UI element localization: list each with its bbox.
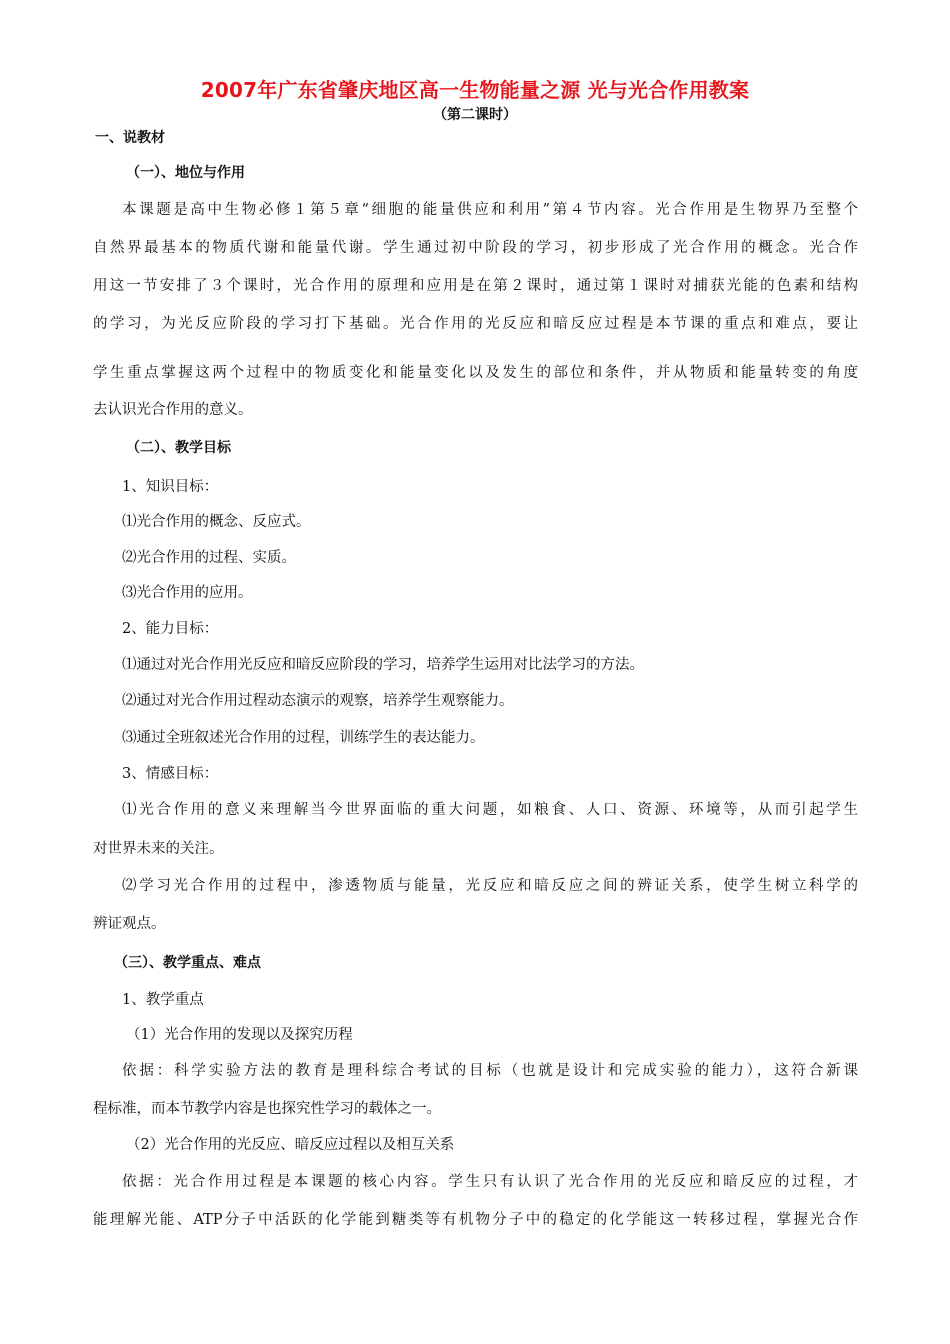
paragraph-line: 学生重点掌握这两个过程中的物质变化和能量变化以及发生的部位和条件，并从物质和能量转变的角度 bbox=[93, 365, 858, 381]
paragraph-line: 辨证观点。 bbox=[93, 916, 166, 932]
paragraph-line: 去认识光合作用的意义。 bbox=[93, 402, 253, 418]
paragraph-line: 程标准，而本节教学内容是也探究性学习的载体之一。 bbox=[93, 1101, 441, 1117]
section-heading: 一、说教材 bbox=[95, 130, 165, 146]
paragraph-line: 能理解光能、ATP分子中活跃的化学能到糖类等有机物分子中的稳定的化学能这一转移过程，掌握光合作 bbox=[93, 1212, 858, 1228]
list-heading: 3、情感目标： bbox=[122, 766, 219, 782]
subsection-heading: （二）、教学目标 bbox=[126, 440, 231, 456]
list-item: ⑴光合作用的概念、反应式。 bbox=[122, 514, 311, 530]
list-item: （1）光合作用的发现以及探究历程 bbox=[126, 1027, 353, 1043]
list-heading: 2、能力目标： bbox=[122, 621, 219, 637]
paragraph-line: 依据：光合作用过程是本课题的核心内容。学生只有认识了光合作用的光反应和暗反应的过程，才 bbox=[122, 1174, 858, 1190]
list-item: ⑵光合作用的过程、实质。 bbox=[122, 550, 296, 566]
paragraph-line: 依据：科学实验方法的教育是理科综合考试的目标（也就是设计和完成实验的能力），这符合新课 bbox=[122, 1063, 858, 1079]
subsection-heading: （一）、地位与作用 bbox=[126, 165, 245, 181]
list-item: ⑴光合作用的意义来理解当今世界面临的重大问题，如粮食、人口、资源、环境等，从而引起学生 bbox=[122, 802, 858, 818]
paragraph-line: 自然界最基本的物质代谢和能量代谢。学生通过初中阶段的学习，初步形成了光合作用的概念。光合作 bbox=[93, 240, 858, 256]
paragraph-line: 用这一节安排了３个课时，光合作用的原理和应用是在第２课时，通过第１课时对捕获光能的色素和结构 bbox=[93, 278, 858, 294]
subsection-heading: （三）、教学重点、难点 bbox=[114, 955, 261, 971]
list-item: （2）光合作用的光反应、暗反应过程以及相互关系 bbox=[126, 1137, 455, 1153]
document-title: 2007年广东省肇庆地区高一生物能量之源 光与光合作用教案 bbox=[200, 78, 750, 102]
list-item: ⑶通过全班叙述光合作用的过程，训练学生的表达能力。 bbox=[122, 730, 485, 746]
paragraph-line: 本课题是高中生物必修１第５章“细胞的能量供应和利用”第４节内容。光合作用是生物界乃至整个 bbox=[122, 202, 858, 218]
paragraph-line: 的学习，为光反应阶段的学习打下基础。光合作用的光反应和暗反应过程是本节课的重点和难点，要让 bbox=[93, 316, 858, 332]
list-item: ⑵学习光合作用的过程中，渗透物质与能量，光反应和暗反应之间的辨证关系，使学生树立科学的 bbox=[122, 878, 858, 894]
list-item: ⑴通过对光合作用光反应和暗反应阶段的学习，培养学生运用对比法学习的方法。 bbox=[122, 657, 644, 673]
list-item: ⑶光合作用的应用。 bbox=[122, 585, 253, 601]
list-heading: 1、教学重点 bbox=[122, 992, 204, 1008]
paragraph-line: 对世界未来的关注。 bbox=[93, 841, 224, 857]
document-subtitle: （第二课时） bbox=[433, 107, 517, 123]
list-item: ⑵通过对光合作用过程动态演示的观察，培养学生观察能力。 bbox=[122, 693, 514, 709]
list-heading: 1、知识目标： bbox=[122, 479, 219, 495]
